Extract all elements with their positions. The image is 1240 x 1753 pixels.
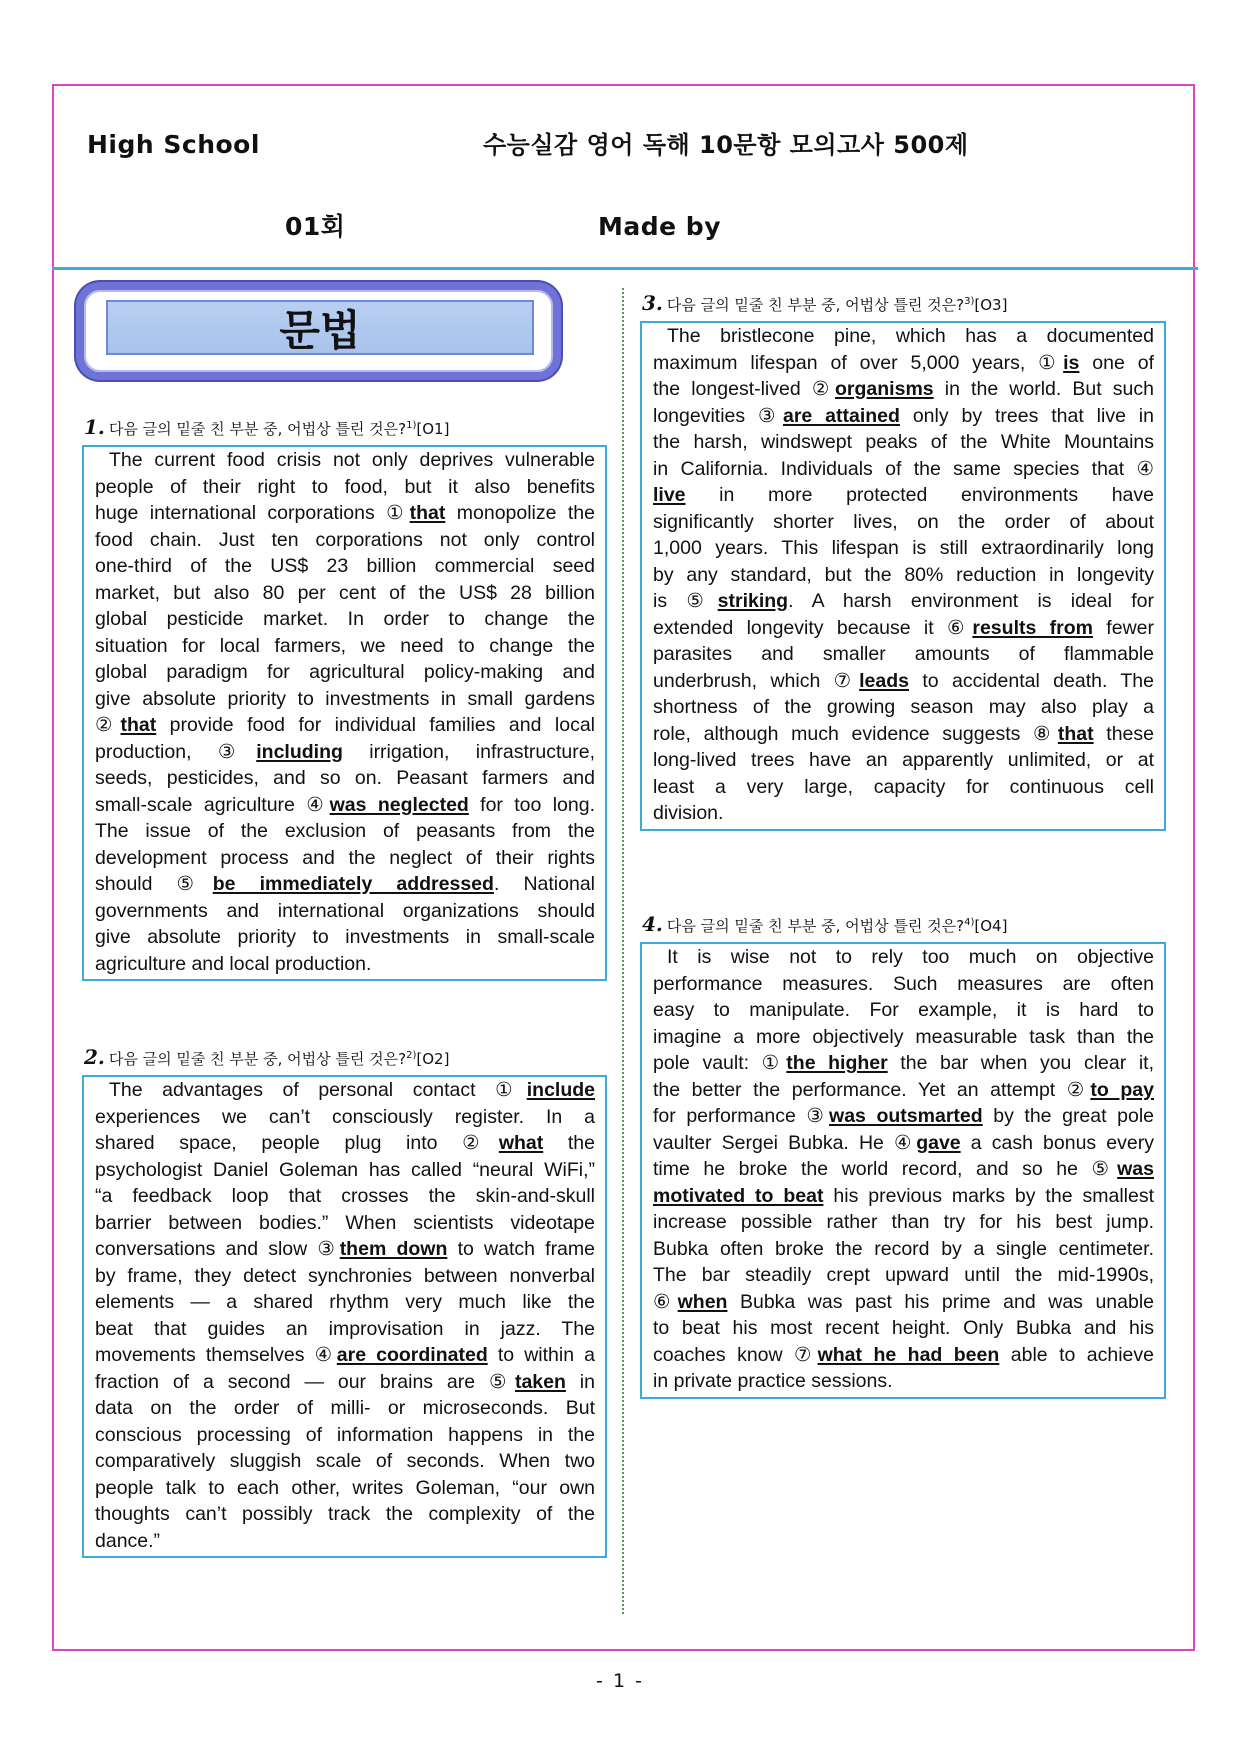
passage-line: thoughts can’t possibly track the complexity of the [95, 1503, 595, 1525]
question-header [642, 291, 1007, 315]
question-code: [O4] [974, 917, 1008, 935]
underlined-choice: live [653, 484, 686, 506]
question-code: [O1] [416, 420, 450, 438]
passage-line: movements themselves ④are coordinated to within a [95, 1344, 595, 1366]
question-prompt: 다음 글의 밑줄 친 부분 중, 어법상 틀린 것은? [108, 420, 407, 438]
underlined-choice: when [677, 1290, 728, 1313]
underlined-choice: was outsmarted [829, 1105, 983, 1127]
passage-line: easy to manipulate. For example, it is hard to [653, 999, 1154, 1021]
underlined-choice: organisms [835, 378, 934, 400]
passage-line: pole vault: ①the higher the bar when you clear it, [653, 1052, 1154, 1074]
passage-line: The current food crisis not only deprives vulnerable [109, 449, 595, 471]
passage-line: agriculture and local production. [95, 952, 372, 975]
underlined-choice: be immediately addressed [212, 873, 494, 895]
question-prompt: 다음 글의 밑줄 친 부분 중, 어법상 틀린 것은? [108, 1050, 407, 1068]
passage-line: Bubka often broke the record by a single centimeter. [653, 1237, 1154, 1260]
passage-line: for performance ③was outsmarted by the great pole [653, 1105, 1154, 1127]
passage-line: role, although much evidence suggests ⑧that these [653, 722, 1154, 745]
passage-line: maximum lifespan of over 5,000 years, ①is one of [653, 351, 1154, 374]
passage-line: fraction of a second — our brains are ⑤taken in [95, 1370, 595, 1393]
passage-box [640, 321, 1166, 831]
passage-line: conversations and slow ③them down to watch frame [95, 1238, 595, 1260]
passage-line: imagine a more objectively measurable task than the [653, 1025, 1154, 1048]
passage-line: global paradigm for agricultural policy-making and [95, 661, 595, 683]
made-by-label: Made by [598, 212, 721, 241]
underlined-choice: that [120, 714, 157, 736]
exam-round: 01회 [285, 212, 346, 241]
passage-line: shared space, people plug into ②what the [95, 1132, 595, 1154]
underlined-choice: leads [859, 669, 909, 692]
passage-line: in private practice sessions. [653, 1370, 893, 1392]
passage-box [82, 445, 607, 981]
passage-line: small-scale agriculture ④was neglected for too long. [95, 793, 595, 816]
passage-line: by any standard, but the 80% reduction in longevity [653, 563, 1154, 586]
underlined-choice: gave [916, 1131, 961, 1154]
passage-line: by frame, they detect synchronies between nonverbal [95, 1264, 595, 1287]
section-badge [76, 282, 561, 380]
underlined-choice: taken [514, 1370, 566, 1393]
section-title: 문법 [106, 300, 534, 355]
passage-line: give absolute priority to investments in small gardens [95, 687, 595, 710]
underlined-choice: are coordinated [336, 1344, 488, 1366]
passage-line: longevities ③are attained only by trees that live in [653, 404, 1154, 427]
question-number: 3. [642, 291, 663, 315]
footnote-marker: 2) [406, 1050, 417, 1061]
footnote-marker: 3) [964, 296, 975, 307]
passage-line: ⑥when Bubka was past his prime and was unable [653, 1290, 1154, 1313]
question-code: [O3] [974, 296, 1008, 314]
passage-line: division. [653, 802, 724, 824]
passage-line: psychologist Daniel Goleman has called “neural WiFi,” [95, 1158, 595, 1181]
passage-line: ②that provide food for individual families and local [95, 714, 595, 736]
passage-line: underbrush, which ⑦leads to accidental death. The [653, 669, 1154, 692]
school-level-label: High School [87, 130, 260, 159]
passage-line: production, ③including irrigation, infrastructure, [95, 740, 595, 763]
underlined-choice: was neglected [329, 793, 469, 816]
passage-line: “a feedback loop that crosses the skin-and-skull [95, 1185, 595, 1207]
question-number: 1. [84, 415, 105, 439]
passage-line: the longest-lived ②organisms in the world. But such [653, 378, 1154, 400]
underlined-choice: including [256, 740, 343, 763]
question-number: 4. [642, 912, 663, 936]
passage-line: seeds, pesticides, and so on. Peasant farmers and [95, 767, 595, 789]
passage-line: should ⑤be immediately addressed. National [95, 873, 595, 895]
passage-line: beat that guides an improvisation in jazz. The [95, 1317, 595, 1340]
passage-line: development process and the neglect of their rights [95, 846, 595, 869]
passage-line: shortness of the growing season may also play a [653, 696, 1154, 718]
exam-title: 수능실감 영어 독해 10문항 모의고사 500제 [483, 131, 969, 159]
passage-line: least a very large, capacity for continuous cell [653, 775, 1154, 798]
passage-line: increase possible rather than try for his best jump. [653, 1211, 1154, 1233]
passage-line: elements — a shared rhythm very much like the [95, 1291, 595, 1313]
passage-line: long-lived trees have an apparently unlimited, or at [653, 749, 1154, 771]
underlined-choice: them down [339, 1238, 448, 1260]
underlined-choice: that [1057, 722, 1094, 745]
passage-line: people talk to each other, writes Goleman, “our own [95, 1476, 595, 1499]
passage-line: performance measures. Such measures are often [653, 972, 1154, 995]
underlined-choice: to pay [1090, 1078, 1154, 1101]
passage-line: motivated to beat his previous marks by the smallest [653, 1184, 1154, 1207]
page-number: - 1 - [596, 1670, 644, 1692]
passage-box [640, 942, 1166, 1399]
passage-line: in California. Individuals of the same species that ④ [653, 457, 1154, 480]
passage-line: is ⑤striking. A harsh environment is ideal for [653, 590, 1154, 612]
passage-line: conscious processing of information happens in the [95, 1423, 595, 1446]
passage-line: global pesticide market. In order to change the [95, 608, 595, 630]
question-header [642, 912, 1007, 936]
question-prompt: 다음 글의 밑줄 친 부분 중, 어법상 틀린 것은? [666, 917, 965, 935]
underlined-choice: striking [717, 590, 789, 612]
question-number: 2. [84, 1045, 105, 1069]
passage-line: coaches know ⑦what he had been able to achieve [653, 1343, 1154, 1366]
underlined-choice: include [526, 1079, 595, 1101]
passage-line: the harsh, windswept peaks of the White Mountains [653, 431, 1154, 453]
passage-line: barrier between bodies.” When scientists videotape [95, 1211, 595, 1234]
passage-line: parasites and smaller amounts of flammable [653, 643, 1154, 665]
passage-line: governments and international organizations should [95, 899, 595, 922]
passage-line: food chain. Just ten corporations not only control [95, 528, 595, 551]
question-header [84, 415, 449, 439]
passage-line: dance.” [95, 1529, 161, 1552]
passage-line: The bar steadily crept upward until the mid-1990s, [653, 1264, 1154, 1286]
passage-line: 1,000 years. This lifespan is still extraordinarily long [653, 537, 1154, 559]
passage-line: people of their right to food, but it also benefits [95, 475, 595, 498]
footnote-marker: 1) [406, 420, 417, 431]
passage-line: The advantages of personal contact ①include [109, 1079, 595, 1101]
passage-line: experiences we can’t consciously register. In a [95, 1105, 595, 1128]
header-rule [52, 267, 1198, 270]
question-code: [O2] [416, 1050, 450, 1068]
passage-line: give absolute priority to investments in small-scale [95, 926, 595, 948]
underlined-choice: results from [972, 616, 1093, 639]
underlined-choice: motivated to beat [653, 1184, 824, 1207]
underlined-choice: are attained [783, 404, 900, 427]
passage-line: data on the order of milli- or microseconds. But [95, 1397, 595, 1419]
passage-line: live in more protected environments have [653, 484, 1154, 506]
passage-line: The issue of the exclusion of peasants from the [95, 820, 595, 842]
passage-line: comparatively sluggish scale of seconds. When two [95, 1450, 595, 1472]
question-prompt: 다음 글의 밑줄 친 부분 중, 어법상 틀린 것은? [666, 296, 965, 314]
underlined-choice: what [498, 1132, 544, 1154]
passage-line: It is wise not to rely too much on objective [667, 946, 1154, 968]
footnote-marker: 4) [964, 917, 975, 928]
passage-line: vaulter Sergei Bubka. He ④gave a cash bonus every [653, 1131, 1154, 1154]
underlined-choice: the higher [786, 1052, 888, 1074]
passage-line: situation for local farmers, we need to change the [95, 634, 595, 657]
underlined-choice: is [1063, 351, 1080, 374]
passage-line: the better the performance. Yet an attempt ②to pay [653, 1078, 1154, 1101]
passage-line: to beat his most recent height. Only Bubka and his [653, 1317, 1154, 1339]
underlined-choice: what he had been [817, 1343, 1000, 1366]
passage-line: huge international corporations ①that monopolize the [95, 502, 595, 524]
underlined-choice: that [409, 502, 446, 524]
passage-line: The bristlecone pine, which has a documented [667, 325, 1154, 347]
question-header [84, 1045, 449, 1069]
passage-line: extended longevity because it ⑥results from fewer [653, 616, 1154, 639]
passage-line: market, but also 80 per cent of the US$ 28 billion [95, 581, 595, 604]
column-divider [622, 288, 624, 1614]
passage-line: one-third of the US$ 23 billion commercial seed [95, 555, 595, 577]
passage-line: time he broke the world record, and so he ⑤was [653, 1158, 1154, 1180]
underlined-choice: was [1117, 1158, 1154, 1180]
passage-box [82, 1075, 607, 1558]
passage-line: significantly shorter lives, on the order of about [653, 510, 1154, 533]
